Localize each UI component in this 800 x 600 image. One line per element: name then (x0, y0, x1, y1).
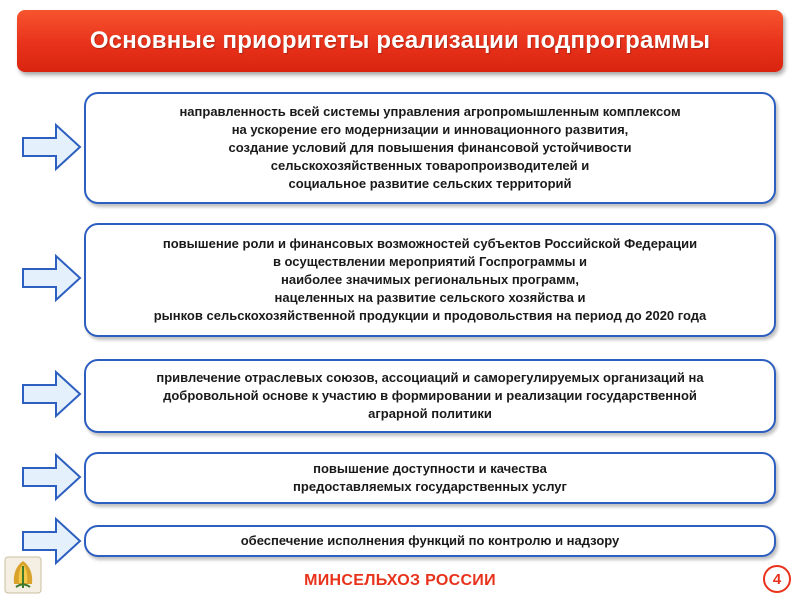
priority-box-3 (84, 359, 776, 433)
page-number-badge (763, 565, 791, 593)
right-arrow-icon (22, 370, 82, 418)
priority-2-line-5: рынков сельскохозяйственной продукции и продовольствия на период до 2020 года (153, 308, 707, 323)
right-arrow-icon (22, 123, 82, 171)
priority-2-line-2: в осуществлении мероприятий Госпрограммы и (272, 254, 588, 269)
priority-box-5 (84, 525, 776, 557)
priority-text-4 (293, 460, 567, 496)
right-arrow-icon (22, 254, 82, 302)
priority-3-line-2: добровольной основе к участию в формировании и реализации государственной (163, 388, 697, 403)
priority-1-line-2: на ускорение его модернизации и инновационного развития, (231, 122, 629, 137)
priority-4-line-1: повышение доступности и качества (313, 461, 547, 476)
priority-2-line-4: нацеленных на развитие сельского хозяйства и (274, 290, 586, 305)
priority-text-2 (154, 235, 707, 325)
priority-1-line-5: социальное развитие сельских территорий (288, 176, 572, 191)
priority-4-line-2: предоставляемых государственных услуг (293, 479, 567, 494)
priority-text-1 (179, 103, 680, 193)
priority-1-line-1: направленность всей системы управления агропромышленным комплексом (179, 104, 681, 119)
page-number: 4 (772, 570, 782, 588)
priority-box-2 (84, 223, 776, 337)
ministry-name: МИНСЕЛЬХОЗ РОССИИ (304, 572, 496, 589)
right-arrow-icon (22, 453, 82, 501)
priority-1-line-4: сельскохозяйственных товаропроизводителей и (270, 158, 590, 173)
priority-2-line-3: наиболее значимых региональных программ, (280, 272, 579, 287)
priority-box-1 (84, 92, 776, 204)
priority-5-line-1: обеспечение исполнения функций по контролю и надзору (240, 533, 620, 548)
priority-1-line-3: создание условий для повышения финансовой устойчивости (228, 140, 632, 155)
page-title: Основные приоритеты реализации подпрограммы (89, 27, 711, 54)
priority-text-5 (241, 532, 620, 550)
priority-box-4 (84, 452, 776, 504)
title-banner (17, 10, 783, 72)
priority-text-3 (156, 369, 703, 423)
priority-3-line-1: привлечение отраслевых союзов, ассоциаций и саморегулируемых организаций на (156, 370, 704, 385)
priority-2-line-1: повышение роли и финансовых возможностей субъектов Российской Федерации (162, 236, 698, 251)
priority-3-line-3: аграрной политики (368, 406, 492, 421)
